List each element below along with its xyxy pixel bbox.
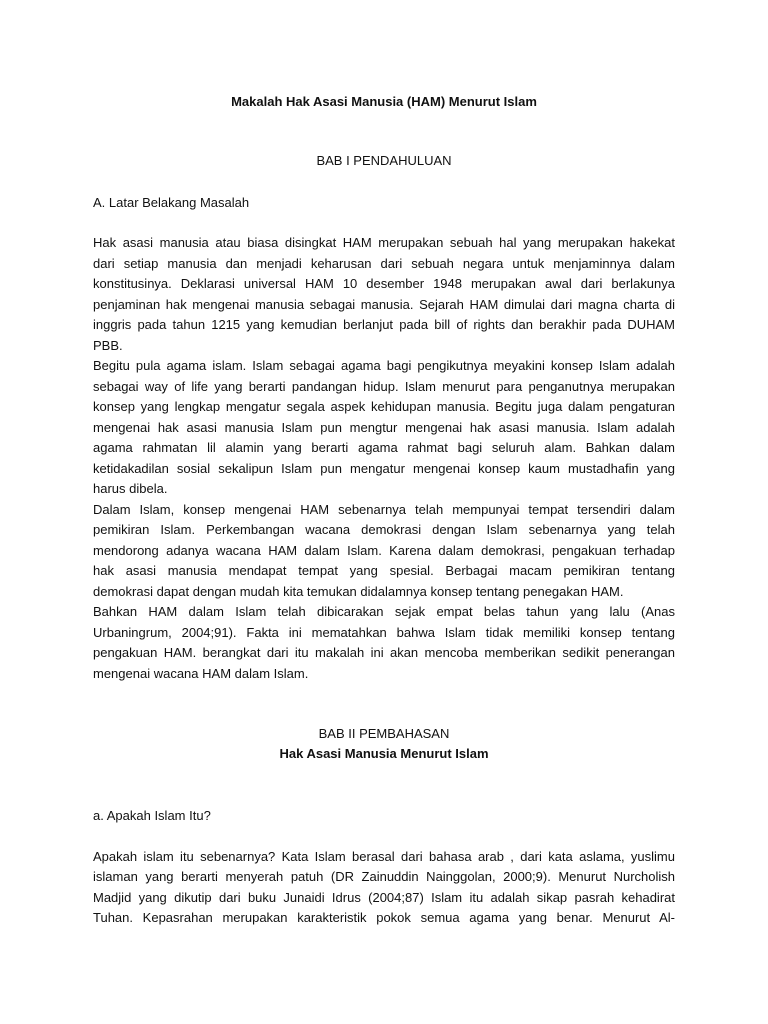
chapter-heading: BAB I PENDAHULUAN — [316, 153, 452, 168]
paragraph-line: Urbaningrum, 2004;91). Fakta ini mematahkan bahwa Islam tidak memiliki konsep tentang — [93, 625, 675, 640]
paragraph-line: mendorong adanya wacana HAM dalam Islam. Karena dalam demokrasi, pengakuan terhadap — [93, 543, 675, 558]
paragraph-line: inggris pada tahun 1215 yang kemudian berlanjut pada bill of rights dan berakhir pada DUHAM — [93, 317, 675, 332]
chapter-subtitle: Hak Asasi Manusia Menurut Islam — [279, 746, 489, 761]
paragraph-line: pemikiran Islam. Perkembangan wacana demokrasi dengan Islam sebenarnya yang telah — [93, 522, 675, 537]
paragraph-line: konstitusinya. Deklarasi universal HAM 10 desember 1948 merupakan awal dari berlakunya — [93, 276, 675, 291]
paragraph-line: Dalam Islam, konsep mengenai HAM sebenarnya telah mempunyai tempat tersendiri dalam — [93, 502, 675, 517]
paragraph-line: harus dibela. — [93, 481, 168, 496]
paragraph-line: mengenai hak asasi manusia Islam pun mengtur mengenai hak asasi manusia. Islam adalah — [93, 420, 675, 435]
paragraph-line: dari setiap manusia dan menjadi keharusan dari sebuah negara untuk menjaminnya dalam — [93, 256, 675, 271]
paragraph-line: Hak asasi manusia atau biasa disingkat HAM merupakan sebuah hal yang merupakan hakekat — [93, 235, 675, 250]
paragraph-line: sebagai way of life yang berarti pandangan hidup. Islam menurut para penganutnya merupakan — [93, 379, 675, 394]
paragraph-line: pengakuan HAM. berangkat dari itu makalah ini akan mencoba memberikan sedikit penerangan — [93, 645, 675, 660]
paragraph-line: mengenai wacana HAM dalam Islam. — [93, 666, 309, 681]
paragraph-line: Bahkan HAM dalam Islam telah dibicarakan sejak empat belas tahun yang lalu (Anas — [93, 604, 675, 619]
section-heading: A. Latar Belakang Masalah — [93, 195, 250, 210]
paragraph-line: ketidakadilan sosial sekalipun Islam pun mengatur mengenai konsep kaum mustadhafin yang — [93, 461, 675, 476]
document-title: Makalah Hak Asasi Manusia (HAM) Menurut Islam — [231, 94, 537, 109]
paragraph-line: PBB. — [93, 338, 123, 353]
paragraph-line: konsep yang lengkap mengatur segala aspek kehidupan manusia. Begitu juga dalam pengaturan — [93, 399, 675, 414]
chapter-heading: BAB II PEMBAHASAN — [318, 726, 450, 741]
paragraph-line: penjaminan hak mengenai manusia sebagai manusia. Sejarah HAM dimulai dari magna charta di — [93, 297, 675, 312]
paragraph-line: agama rahmatan lil alamin yang berarti agama rahmat bagi seluruh alam. Bahkan dalam — [93, 440, 675, 455]
paragraph-line: hak asasi manusia mendapat tempat yang spesial. Berbagai macam pemikiran tentang — [93, 563, 675, 578]
paragraph-line: demokrasi dapat dengan mudah kita temukan didalamnya konsep tentang penegakan HAM. — [93, 584, 624, 599]
paragraph-line: Tuhan. Kepasrahan merupakan karakteristik pokok semua agama yang benar. Menurut Al- — [93, 910, 675, 925]
paragraph-line: islaman yang berarti menyerah patuh (DR Zainuddin Nainggolan, 2000;9). Menurut Nurcholish — [93, 869, 675, 884]
paragraph-line: Begitu pula agama islam. Islam sebagai agama bagi pengikutnya meyakini konsep Islam adalah — [93, 358, 675, 373]
section-heading: a. Apakah Islam Itu? — [93, 808, 211, 823]
paragraph-line: Madjid yang dikutip dari buku Junaidi Idrus (2004;87) Islam itu adalah sikap pasrah kehadirat — [93, 890, 675, 905]
paragraph-line: Apakah islam itu sebenarnya? Kata Islam berasal dari bahasa arab , dari kata aslama, yuslimu — [93, 849, 675, 864]
